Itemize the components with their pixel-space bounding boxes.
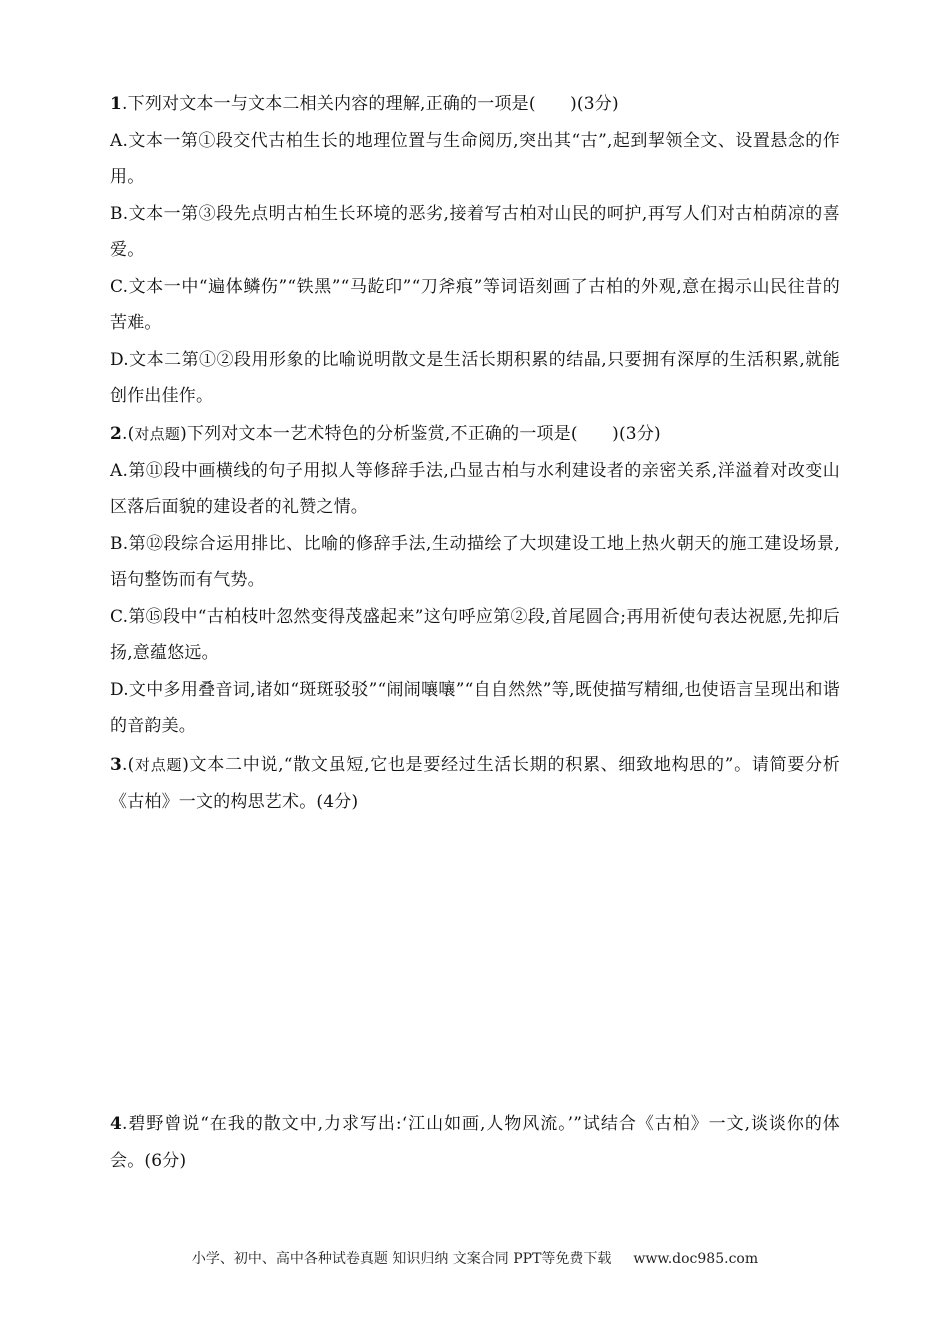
question-2-stem [110, 416, 840, 453]
page-footer [0, 1248, 950, 1268]
question-tag: 对点题 [134, 425, 181, 443]
option-b: B.文本一第③段先点明古柏生长环境的恶劣,接着写古柏对山民的呵护,再写人们对古柏荫凉的喜爱。 [110, 203, 840, 260]
question-text: .下列对文本一与文本二相关内容的理解,正确的一项是( )(3分) [122, 94, 619, 114]
option-a: A.文本一第①段交代古柏生长的地理位置与生命阅历,突出其“古”,起到挈领全文、设置悬念的作用。 [110, 130, 840, 187]
footer-text: 小学、初中、高中各种试卷真题 知识归纳 文案合同 PPT等免费下载 [191, 1251, 612, 1267]
question-2 [110, 416, 840, 745]
question-prefix: .( [122, 424, 135, 444]
option-a: A.第⑪段中画横线的句子用拟人等修辞手法,凸显古柏与水利建设者的亲密关系,洋溢着对改变山区落后面貌的建设者的礼赞之情。 [110, 460, 840, 517]
question-number: 4 [110, 1114, 123, 1134]
question-number: 1 [110, 94, 123, 114]
question-3-stem [110, 747, 840, 820]
question-number: 3 [110, 755, 123, 775]
question-3 [110, 747, 840, 820]
question-text: )文本二中说,“散文虽短,它也是要经过生活长期的积累、细致地构思的”。请简要分析《古柏》一文的构思艺术。(4分) [110, 755, 840, 812]
question-1-stem [110, 86, 840, 123]
question-text: )下列对文本一艺术特色的分析鉴赏,不正确的一项是( )(3分) [180, 424, 661, 444]
question-number: 2 [110, 424, 123, 444]
option-c: C.文本一中“遍体鳞伤”“铁黑”“马龁印”“刀斧痕”等词语刻画了古柏的外观,意在揭示山民往昔的苦难。 [110, 276, 840, 333]
question-prefix: .( [122, 755, 135, 775]
question-1 [110, 86, 840, 415]
question-4 [110, 1106, 840, 1179]
option-d: D.文中多用叠音词,诸如“斑斑驳驳”“闹闹嚷嚷”“自自然然”等,既使描写精细,也使语言呈现出和谐的音韵美。 [110, 679, 840, 736]
question-tag: 对点题 [134, 756, 183, 774]
option-b: B.第⑫段综合运用排比、比喻的修辞手法,生动描绘了大坝建设工地上热火朝天的施工建设场景,语句整饬而有气势。 [110, 533, 840, 590]
option-c: C.第⑮段中“古柏枝叶忽然变得茂盛起来”这句呼应第②段,首尾圆合;再用祈使句表达祝愿,先抑后扬,意蕴悠远。 [110, 606, 840, 663]
option-d: D.文本二第①②段用形象的比喻说明散文是生活长期积累的结晶,只要拥有深厚的生活积累,就能创作出佳作。 [110, 349, 840, 406]
question-text: .碧野曾说“在我的散文中,力求写出:‘江山如画,人物风流。’”试结合《古柏》一文,谈谈你的体会。(6分) [110, 1114, 840, 1171]
question-4-stem [110, 1106, 840, 1179]
footer-url: www.doc985.com [633, 1251, 759, 1267]
